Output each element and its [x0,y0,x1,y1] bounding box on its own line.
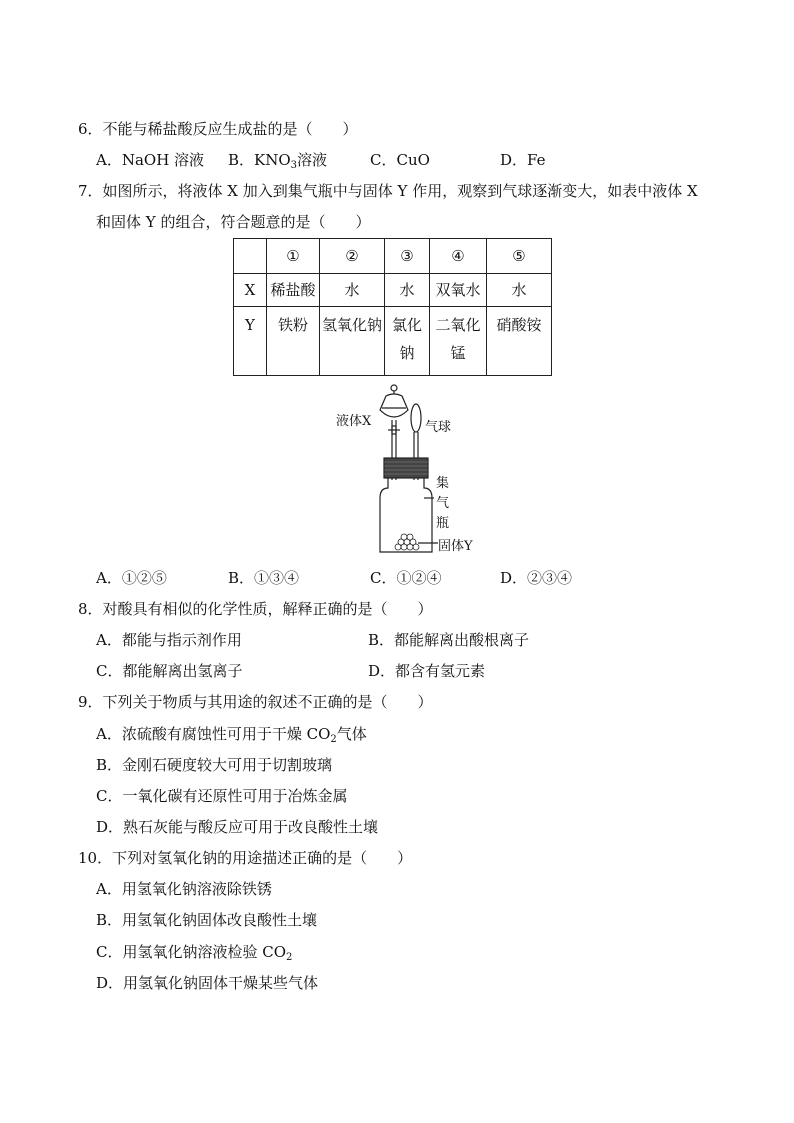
q9-option-c[interactable]: C．一氧化碳有还原性可用于冶炼金属 [96,787,348,805]
table-header-row [234,239,552,274]
table-header-cell: ③ [385,239,430,274]
table-cell: 双氧水 [430,274,487,307]
q10-option-c-subscript: 2 [286,952,293,963]
q9-option-a-subscript: 2 [330,734,337,745]
table-cell: 氯化钠 [385,307,430,376]
q7-option-a[interactable]: A．①②⑤ [96,569,167,587]
q6-option-b[interactable] [228,150,327,176]
table-cell: 水 [385,274,430,307]
q8-option-d[interactable]: D．都含有氢元素 [368,662,486,680]
q9-option-a-suffix: 气体 [336,725,367,743]
q8-option-a[interactable]: A．都能与指示剂作用 [96,631,242,649]
table-cell: 氢氧化钠 [320,307,385,376]
q6-option-b-text: B．KNO [228,151,291,169]
table-cell: 硝酸铵 [487,307,552,376]
q7-stem-line2: 和固体 Y 的组合，符合题意的是（ ） [96,213,371,231]
q6-option-a[interactable]: A．NaOH 溶液 [96,151,205,169]
q9-option-a-text: A．浓硫酸有腐蚀性可用于干燥 CO [96,725,331,743]
q10-option-c-text: C．用氢氧化钠溶液检验 CO [96,943,287,961]
table-header-cell [234,239,267,274]
q10-stem: 10．下列对氢氧化钠的用途描述正确的是（ ） [78,849,413,867]
q6-option-d[interactable]: D．Fe [500,151,546,169]
table-cell: 水 [487,274,552,307]
table-header-cell: ④ [430,239,487,274]
label-bottle-2: 气 [436,496,450,511]
label-bottle-1: 集 [436,476,450,491]
q7-option-c[interactable]: C．①②④ [370,569,442,587]
label-bottle-3: 瓶 [436,516,450,531]
table-header-cell: ② [320,239,385,274]
q9-option-a[interactable] [96,724,367,750]
table-cell: 稀盐酸 [267,274,320,307]
label-balloon: 气球 [425,420,452,435]
table-header-cell: ① [267,239,320,274]
q10-option-c[interactable] [96,942,292,968]
q9-stem: 9．下列关于物质与其用途的叙述不正确的是（ ） [78,693,433,711]
q8-option-c[interactable]: C．都能解离出氢离子 [96,662,243,680]
q8-stem: 8．对酸具有相似的化学性质，解释正确的是（ ） [78,600,433,618]
q8-option-b[interactable]: B．都能解离出酸根离子 [368,631,530,649]
q10-option-d[interactable]: D．用氢氧化钠固体干燥某些气体 [96,974,319,992]
q6-option-c[interactable]: C．CuO [370,151,430,169]
label-solid-y: 固体Y [438,539,473,554]
table-cell: 铁粉 [267,307,320,376]
apparatus-diagram [330,380,490,555]
q6-option-b-suffix: 溶液 [297,151,328,169]
q10-option-b[interactable]: B．用氢氧化钠固体改良酸性土壤 [96,911,318,929]
q7-option-b[interactable]: B．①③④ [228,569,300,587]
q9-option-b[interactable]: B．金刚石硬度较大可用于切割玻璃 [96,756,333,774]
q6-option-b-subscript: 3 [290,160,298,171]
q9-option-d[interactable]: D．熟石灰能与酸反应可用于改良酸性土壤 [96,818,379,836]
table-cell: X [234,274,267,307]
table-cell: Y [234,307,267,376]
apparatus-drawing [330,380,490,555]
table-row [234,307,552,376]
label-liquid-x: 液体X [336,414,372,429]
table-cell: 二氧化锰 [430,307,487,376]
q6-stem: 6．不能与稀盐酸反应生成盐的是（ ） [78,120,358,138]
q7-stem-line1: 7．如图所示，将液体 X 加入到集气瓶中与固体 Y 作用，观察到气球逐渐变大，如表中液体 X [78,182,698,200]
table-cell: 水 [320,274,385,307]
q7-option-d[interactable]: D．②③④ [500,569,573,587]
table-row [234,274,552,307]
q10-option-a[interactable]: A．用氢氧化钠溶液除铁锈 [96,880,272,898]
table-header-cell: ⑤ [487,239,552,274]
q7-table [233,238,552,376]
